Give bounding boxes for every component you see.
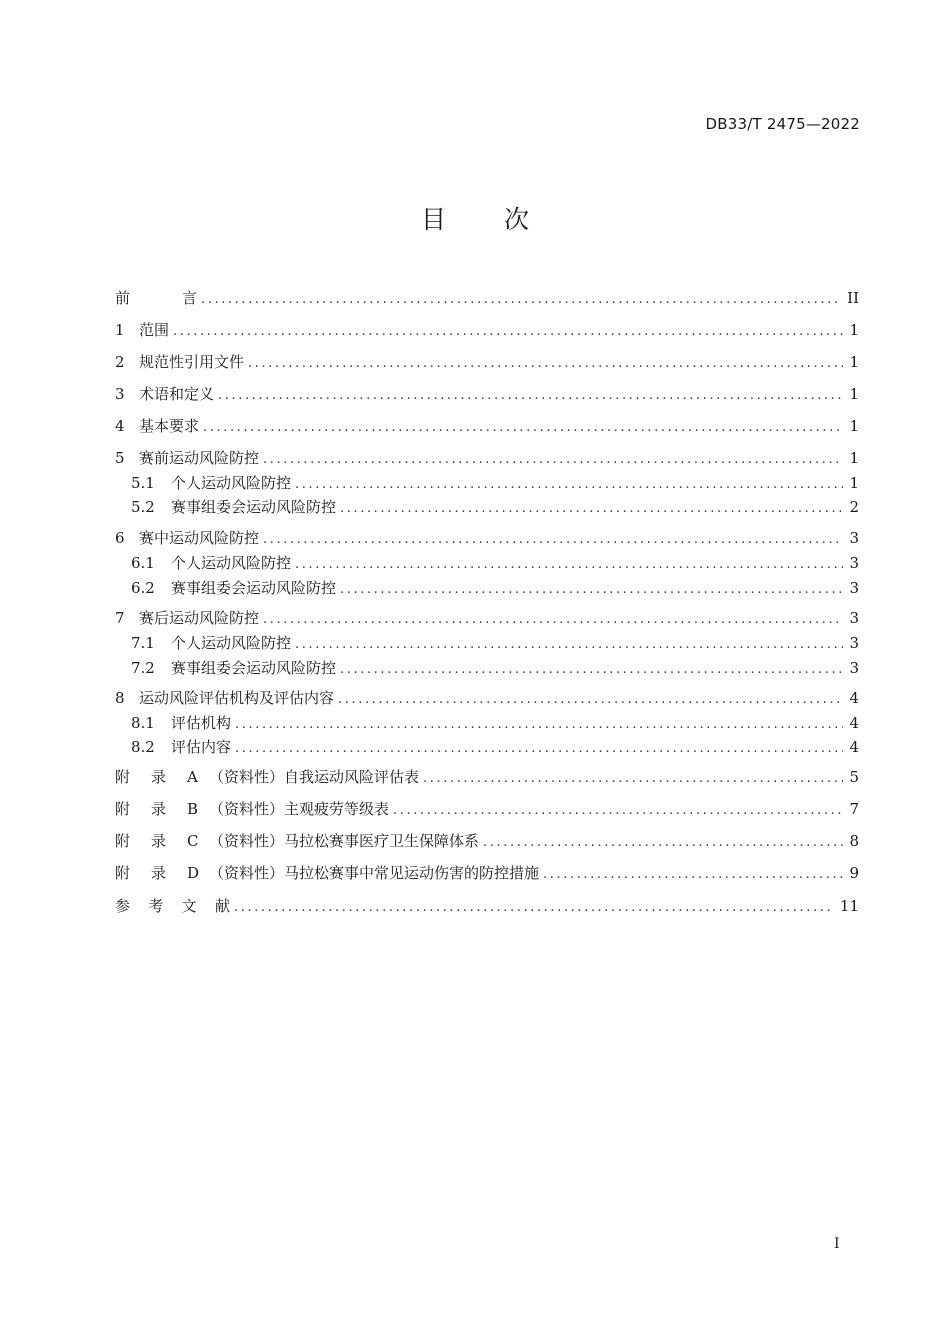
appendix-word: 附 [115, 800, 131, 818]
dot-leader [295, 634, 843, 656]
appendix-word: 附 [115, 832, 131, 850]
toc-label: 赛前运动风险防控 [139, 449, 260, 467]
appendix-type: （资料性） [209, 800, 285, 818]
toc-entry[interactable] [115, 415, 859, 437]
dot-leader [203, 417, 843, 439]
toc-subentry[interactable] [131, 657, 859, 679]
appendix-word: 录 [151, 864, 167, 882]
toc-appendix-c[interactable] [115, 830, 859, 852]
toc-subentry[interactable] [131, 496, 859, 518]
toc-label: 马拉松赛事医疗卫生保障体系 [284, 832, 480, 850]
toc-label: 赛事组委会运动风险防控 [171, 498, 337, 516]
toc-label: 运动风险评估机构及评估内容 [139, 689, 335, 707]
page-number: I [834, 1236, 840, 1252]
dot-leader [235, 714, 843, 736]
toc-page: 1 [849, 417, 859, 435]
toc-appendix-a[interactable] [115, 766, 859, 788]
title-char-1: 目 [420, 205, 446, 234]
dot-leader [340, 659, 843, 681]
toc-subentry[interactable] [131, 736, 859, 758]
dot-leader [393, 800, 843, 822]
toc-number: 8.2 [131, 738, 155, 756]
page-title [0, 200, 950, 236]
toc-entry[interactable] [115, 383, 859, 405]
toc-page: 2 [849, 498, 859, 516]
toc-entry-preface[interactable] [115, 287, 859, 309]
appendix-word: 录 [151, 800, 167, 818]
toc-label: 马拉松赛事中常见运动伤害的防控措施 [284, 864, 540, 882]
toc-number: 7 [115, 609, 125, 627]
toc-number: 2 [115, 353, 125, 371]
toc-entry[interactable] [115, 607, 859, 629]
toc-subentry[interactable] [131, 712, 859, 734]
toc-page: 4 [849, 738, 859, 756]
toc-page: 9 [849, 864, 859, 882]
dot-leader [235, 738, 843, 760]
dot-leader [543, 864, 843, 886]
toc-label: 自我运动风险评估表 [284, 768, 420, 786]
toc-entry[interactable] [115, 447, 859, 469]
toc-entry[interactable] [115, 351, 859, 373]
toc-number: 5.1 [131, 474, 155, 492]
toc-label: 赛中运动风险防控 [139, 529, 260, 547]
toc-number: 7.1 [131, 634, 155, 652]
toc-page: 3 [849, 579, 859, 597]
toc-page: 3 [849, 659, 859, 677]
toc-number: 7.2 [131, 659, 155, 677]
dot-leader [295, 554, 843, 576]
dot-leader [218, 385, 843, 407]
toc-page: 3 [849, 609, 859, 627]
toc-entry[interactable] [115, 319, 859, 341]
toc-label: 个人运动风险防控 [171, 474, 292, 492]
toc-label: 基本要求 [139, 417, 200, 435]
dot-leader [234, 897, 834, 919]
toc-subentry[interactable] [131, 577, 859, 599]
toc-label: 赛事组委会运动风险防控 [171, 659, 337, 677]
document-code: DB33/T 2475—2022 [705, 115, 860, 133]
toc-label: 参 考 文 献 [115, 897, 230, 915]
toc-number: 8 [115, 689, 125, 707]
appendix-type: （资料性） [209, 864, 285, 882]
toc-page: 1 [849, 353, 859, 371]
toc-label: 赛后运动风险防控 [139, 609, 260, 627]
toc-number: 1 [115, 321, 125, 339]
toc-page: 1 [849, 385, 859, 403]
dot-leader [263, 449, 843, 471]
appendix-letter: C [187, 832, 199, 850]
dot-leader [248, 353, 843, 375]
appendix-word: 附 [115, 864, 131, 882]
toc-entry[interactable] [115, 527, 859, 549]
toc-number: 6 [115, 529, 125, 547]
toc-label: 评估机构 [171, 714, 232, 732]
appendix-word: 录 [151, 832, 167, 850]
toc-entry[interactable] [115, 687, 859, 709]
dot-leader [340, 498, 843, 520]
appendix-type: （资料性） [209, 768, 285, 786]
appendix-word: 录 [151, 768, 167, 786]
toc-page: 1 [849, 474, 859, 492]
toc-page: 4 [849, 714, 859, 732]
toc-page: 7 [849, 800, 859, 818]
toc-number: 3 [115, 385, 125, 403]
toc-page: 1 [849, 449, 859, 467]
appendix-prefix [115, 862, 284, 884]
toc-label: 个人运动风险防控 [171, 634, 292, 652]
dot-leader [423, 768, 843, 790]
appendix-letter: B [187, 800, 199, 818]
toc-label: 评估内容 [171, 738, 232, 756]
toc-appendix-b[interactable] [115, 798, 859, 820]
toc-subentry[interactable] [131, 472, 859, 494]
dot-leader [295, 474, 843, 496]
appendix-prefix [115, 798, 284, 820]
appendix-prefix [115, 766, 284, 788]
toc-label: 个人运动风险防控 [171, 554, 292, 572]
toc-label: 术语和定义 [139, 385, 215, 403]
toc-page: 3 [849, 529, 859, 547]
appendix-prefix [115, 830, 284, 852]
toc-page: 5 [849, 768, 859, 786]
toc-page: 3 [849, 634, 859, 652]
toc-label: 赛事组委会运动风险防控 [171, 579, 337, 597]
dot-leader [201, 289, 841, 311]
toc-number: 6.1 [131, 554, 155, 572]
toc-page: 8 [849, 832, 859, 850]
dot-leader [263, 529, 843, 551]
toc-label: 范围 [139, 321, 170, 339]
appendix-letter: D [187, 864, 200, 882]
toc-entry-references[interactable] [115, 895, 859, 917]
dot-leader [263, 609, 843, 631]
dot-leader [173, 321, 843, 343]
dot-leader [338, 689, 843, 711]
toc-page: 3 [849, 554, 859, 572]
toc-number: 4 [115, 417, 125, 435]
toc-number: 5.2 [131, 498, 155, 516]
toc-page: II [847, 289, 859, 307]
appendix-letter: A [187, 768, 198, 786]
dot-leader [340, 579, 843, 601]
toc-appendix-d[interactable] [115, 862, 859, 884]
toc-number: 8.1 [131, 714, 155, 732]
toc-page: 1 [849, 321, 859, 339]
toc-subentry[interactable] [131, 632, 859, 654]
title-char-2: 次 [504, 205, 530, 234]
toc-number: 6.2 [131, 579, 155, 597]
toc-page: 4 [849, 689, 859, 707]
toc-number: 5 [115, 449, 125, 467]
toc-page: 11 [839, 897, 859, 915]
toc-subentry[interactable] [131, 552, 859, 574]
toc-label: 前 言 [115, 289, 197, 307]
toc-label: 规范性引用文件 [139, 353, 245, 371]
appendix-word: 附 [115, 768, 131, 786]
dot-leader [483, 832, 843, 854]
toc-label: 主观疲劳等级表 [284, 800, 390, 818]
appendix-type: （资料性） [209, 832, 285, 850]
